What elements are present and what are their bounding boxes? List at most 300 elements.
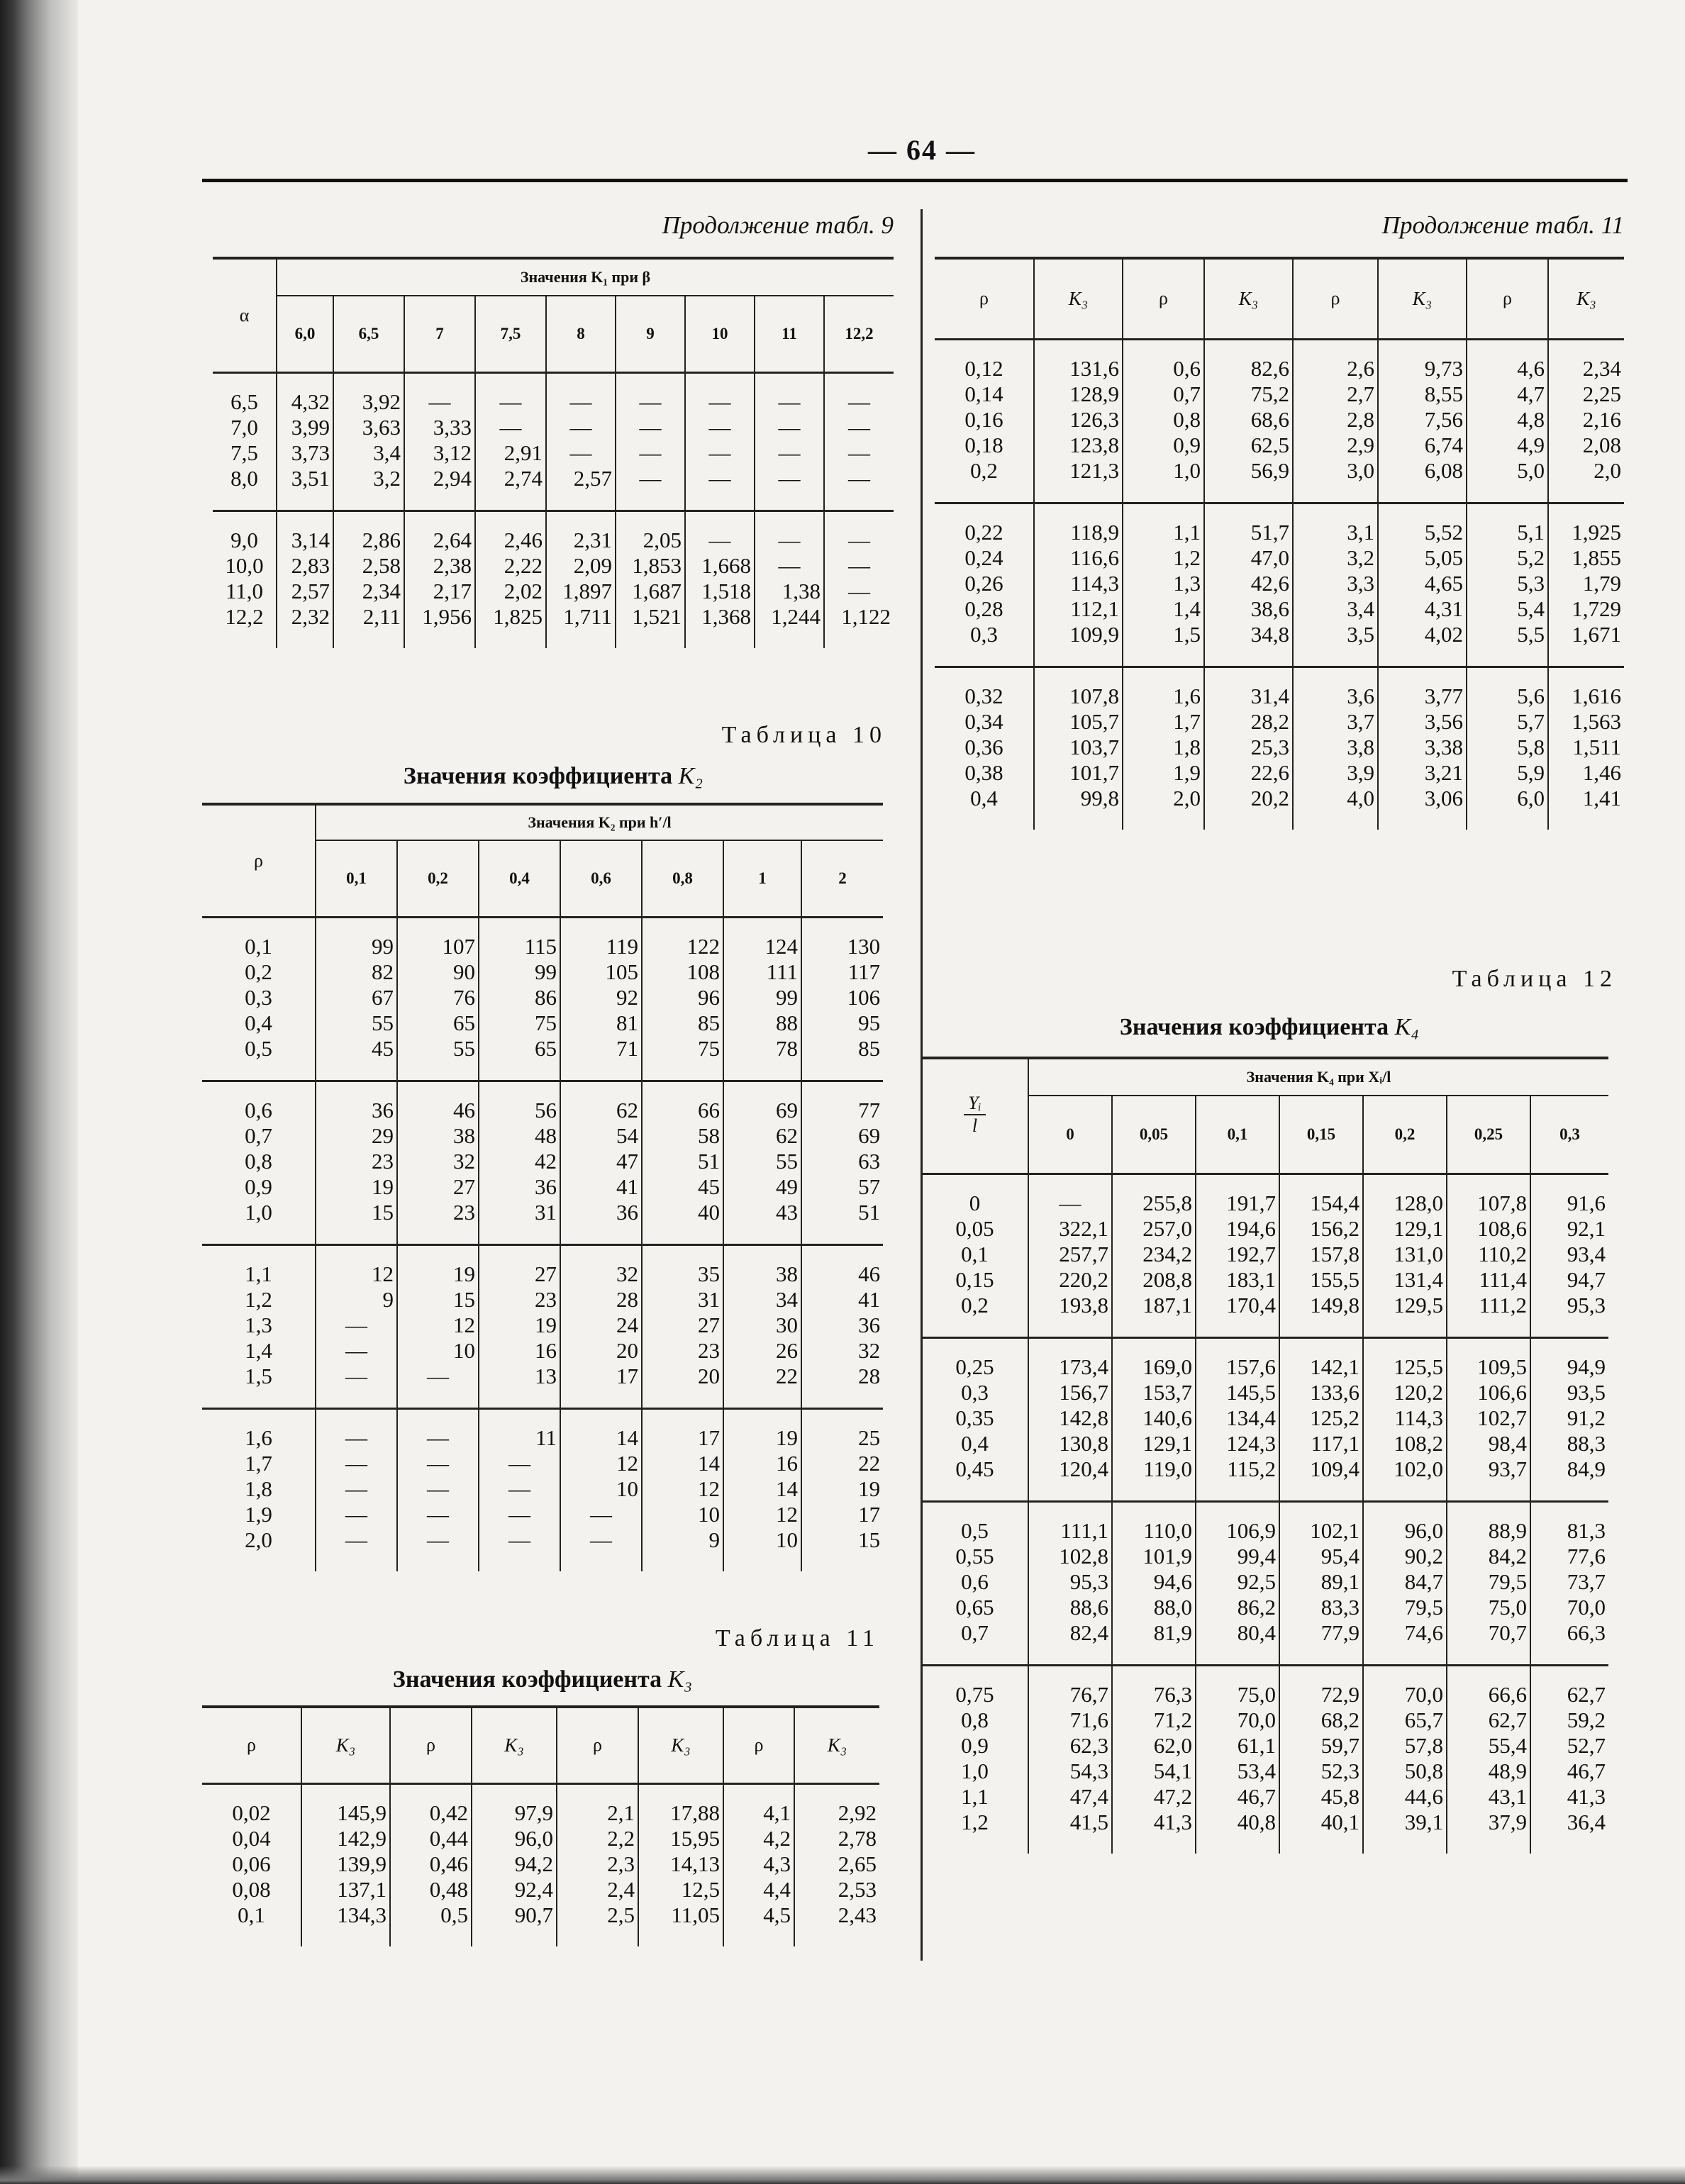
table12-cell [1447, 1174, 1530, 1337]
table11-value: 11,05 [671, 1902, 720, 1927]
table9 [213, 257, 894, 648]
table11-value: 0,5 [440, 1902, 468, 1927]
table12-cell [1530, 1174, 1608, 1337]
table12-cell [1530, 1337, 1608, 1501]
table10-value: 124 [764, 933, 798, 959]
table11-value: 0,4 [970, 785, 998, 810]
table-row [202, 917, 883, 1081]
table10-title [213, 763, 894, 790]
table9-value: 3,99 [291, 414, 330, 440]
table12-cell [1363, 1501, 1447, 1665]
table12-value: 220,2 [1059, 1266, 1108, 1292]
table12-value: 106,6 [1477, 1379, 1527, 1405]
table12-value: 157,8 [1310, 1241, 1359, 1266]
table11-value: 0,28 [964, 596, 1003, 621]
table12-value: 0,3 [961, 1379, 989, 1405]
table12-value: 102,1 [1310, 1517, 1359, 1543]
table10-cell [723, 1244, 801, 1408]
table11-value: 0,36 [964, 734, 1003, 759]
table10-value: 56 [535, 1097, 557, 1122]
table12-value: 102,8 [1059, 1543, 1108, 1569]
table-row [922, 1337, 1608, 1501]
table11-value: 134,3 [337, 1902, 387, 1927]
table10-value: 65 [535, 1035, 557, 1061]
table12-value: 0,8 [961, 1707, 989, 1732]
table9-value: 2,91 [504, 440, 543, 465]
table10-cell [479, 917, 560, 1081]
table10-value: 85 [858, 1035, 881, 1061]
table10-cell [642, 1081, 723, 1244]
table10-value: 19 [776, 1425, 798, 1450]
table11-value: 1,1 [1173, 519, 1201, 545]
table12-row-group [922, 1501, 1608, 1665]
table10-value: 63 [858, 1148, 881, 1174]
table11-value: 1,0 [1173, 457, 1201, 483]
table12-value: 111,2 [1479, 1292, 1527, 1317]
table11-value: 123,8 [1069, 432, 1119, 457]
table12-value: 129,1 [1142, 1430, 1192, 1456]
table11-cell [557, 1783, 638, 1946]
table12-value: 47,2 [1153, 1783, 1192, 1809]
table10-cell [397, 917, 479, 1081]
table12-value: 93,4 [1567, 1241, 1606, 1266]
table12-value: 149,8 [1310, 1292, 1359, 1317]
table12-cell [1112, 1501, 1196, 1665]
table12-value: 54,3 [1069, 1758, 1108, 1783]
table10-value: 38 [453, 1122, 475, 1148]
table10-value: 81 [616, 1010, 638, 1035]
table11-value: 145,9 [337, 1800, 387, 1825]
table10-value: 111 [766, 959, 798, 984]
table12-value: 0,15 [955, 1266, 994, 1292]
table9-cell [616, 511, 685, 648]
table12-value: 70,0 [1567, 1594, 1606, 1620]
table10-row-group [202, 1081, 883, 1244]
table9-value: — [848, 527, 870, 552]
table11-value: 109,9 [1069, 621, 1119, 647]
table9-value: 8,0 [230, 465, 258, 491]
table9-value: — [639, 414, 662, 440]
table11-value: 2,92 [838, 1800, 877, 1825]
table11-value: 0,2 [970, 457, 998, 483]
table12 [922, 1057, 1608, 1854]
table11-cell [1204, 339, 1293, 503]
table9-value: 2,94 [433, 465, 472, 491]
table10-value: 75 [535, 1010, 557, 1035]
header-rule [202, 179, 1628, 182]
table12-column-header: 0,2 [1363, 1096, 1447, 1174]
table10-value: 17 [858, 1501, 881, 1527]
table10-value: — [590, 1501, 612, 1527]
table9-value: 2,74 [504, 465, 543, 491]
table12-value: 183,1 [1226, 1266, 1276, 1292]
table-row [202, 1244, 883, 1408]
table12-value: 0,5 [961, 1517, 989, 1543]
table9-value: — [499, 414, 522, 440]
table11-column-header: ρ [557, 1707, 638, 1783]
table9-value: — [848, 414, 870, 440]
table10-cell [560, 917, 642, 1081]
table9-value: 2,58 [362, 552, 401, 578]
table10-value: 24 [616, 1312, 638, 1337]
table11-value: 3,1 [1347, 519, 1374, 545]
table9-value: 2,38 [433, 552, 472, 578]
table12-value: 70,7 [1488, 1620, 1527, 1645]
table12-row-group [922, 1174, 1608, 1337]
table12-value: 59,2 [1567, 1707, 1606, 1732]
table10-value: 45 [698, 1174, 720, 1199]
table11-value: 4,0 [1347, 785, 1374, 810]
table11-value: 3,6 [1347, 683, 1374, 708]
table10-value: 35 [698, 1261, 720, 1286]
table11-value: 0,16 [964, 406, 1003, 432]
table11-value: 1,41 [1582, 785, 1621, 810]
table11-value: 0,8 [1173, 406, 1201, 432]
table9-value: — [639, 440, 662, 465]
table11-value: 3,56 [1424, 708, 1463, 734]
table11-column-header: ρ [1293, 258, 1378, 339]
table12-value: 62,3 [1069, 1732, 1108, 1758]
table10-value: 78 [776, 1035, 798, 1061]
table11-value: 0,22 [964, 519, 1003, 545]
table10-cell [316, 1081, 397, 1244]
table12-value: 169,0 [1142, 1354, 1192, 1379]
table11-column-header: ρ [390, 1707, 472, 1783]
table12-value: 131,0 [1394, 1241, 1443, 1266]
table11-value: 82,6 [1250, 355, 1289, 381]
table10-value: 19 [372, 1174, 394, 1199]
table10-value: 36 [372, 1097, 394, 1122]
table10-value: — [508, 1476, 530, 1501]
table12-value: 95,4 [1320, 1543, 1359, 1569]
table10-value: — [345, 1476, 367, 1501]
table11-value: 0,14 [964, 381, 1003, 406]
table12-value: 99,4 [1237, 1543, 1276, 1569]
table9-value: 2,86 [362, 527, 401, 552]
table11-value: 116,6 [1070, 545, 1119, 570]
table12-value: 66,3 [1567, 1620, 1606, 1645]
table9-value: 1,668 [701, 552, 751, 578]
table12-value: 101,9 [1142, 1543, 1192, 1569]
table11-value: 31,4 [1250, 683, 1289, 708]
table10-value: 10 [776, 1527, 798, 1552]
table9-cell [404, 511, 475, 648]
table11-value: 0,3 [970, 621, 998, 647]
table11-value: 28,2 [1250, 708, 1289, 734]
table12-value: 120,2 [1394, 1379, 1443, 1405]
table10-value: 20 [698, 1363, 720, 1388]
table9-value: — [569, 389, 592, 414]
table9-value: — [848, 578, 870, 603]
table11-value: 4,3 [763, 1851, 791, 1876]
table10-value: 99 [372, 933, 394, 959]
table12-value: 95,3 [1069, 1569, 1108, 1594]
table10-column-header: 0,4 [479, 840, 560, 917]
table9-column-header: 10 [685, 296, 755, 372]
table-row [935, 503, 1624, 667]
table-row [202, 1081, 883, 1244]
table9-value: 4,32 [291, 389, 330, 414]
table10-value: 51 [858, 1199, 881, 1225]
table9-row-header: α [213, 258, 277, 372]
table10-value: 1,3 [245, 1312, 272, 1337]
table12-value: 62,0 [1153, 1732, 1192, 1758]
table11-cell [202, 1783, 301, 1946]
table12-column-header: 0 [1028, 1096, 1112, 1174]
table10-value: 19 [535, 1312, 557, 1337]
table11-value: 5,8 [1517, 734, 1545, 759]
table10-value: 10 [616, 1476, 638, 1501]
table9-value: 1,521 [632, 603, 682, 629]
table12-value: 79,5 [1488, 1569, 1527, 1594]
table-row [213, 511, 894, 648]
table11-value: 3,9 [1347, 759, 1374, 785]
table11-value: 56,9 [1250, 457, 1289, 483]
table12-value: 98,4 [1488, 1430, 1527, 1456]
table10-value: — [345, 1363, 367, 1388]
table12-value: 194,6 [1226, 1215, 1276, 1241]
table10-label: Таблица 10 [721, 722, 886, 748]
table11-value: 1,46 [1582, 759, 1621, 785]
table10-value: 96 [698, 984, 720, 1010]
table11-value: 139,9 [337, 1851, 387, 1876]
table10-value: 1,2 [245, 1286, 272, 1312]
table12-cell [1530, 1501, 1608, 1665]
table11-value: 103,7 [1069, 734, 1119, 759]
table12-value: 72,9 [1320, 1681, 1359, 1707]
table12-value: 0,2 [961, 1292, 989, 1317]
table10-cell [202, 1244, 316, 1408]
table12-value: 111,1 [1060, 1517, 1108, 1543]
table10-value: 14 [776, 1476, 798, 1501]
table11-title [202, 1666, 883, 1693]
table11-value: 2,25 [1582, 381, 1621, 406]
table11-value: 2,3 [607, 1851, 635, 1876]
table11-value: 7,56 [1424, 406, 1463, 432]
table11-value: 0,6 [1173, 355, 1201, 381]
table12-title-text: Значения коэффициента [1119, 1014, 1389, 1040]
table9-value: 3,51 [291, 465, 330, 491]
table11-value: 3,38 [1424, 734, 1463, 759]
table11-value: 14,13 [670, 1851, 720, 1876]
table11-value: 2,0 [1173, 785, 1201, 810]
table11-value: 3,7 [1347, 708, 1374, 734]
table12-value: 0,55 [955, 1543, 994, 1569]
table12-value: 73,7 [1567, 1569, 1606, 1594]
table10-value: 46 [858, 1261, 881, 1286]
table12-value: 75,0 [1488, 1594, 1527, 1620]
table12-value: 53,4 [1237, 1758, 1276, 1783]
table10-value: 57 [858, 1174, 881, 1199]
table9-value: 3,4 [373, 440, 401, 465]
table11-cell [723, 1783, 794, 1946]
table-row [922, 1174, 1608, 1337]
book-binding-shadow [0, 0, 78, 2184]
table10-value: — [345, 1337, 367, 1363]
table12-value: 124,3 [1226, 1430, 1276, 1456]
table9-cell [824, 372, 894, 511]
table12-cell [1279, 1665, 1363, 1854]
table12-value: 192,7 [1226, 1241, 1276, 1266]
table-row [935, 339, 1624, 503]
table12-value: 68,2 [1320, 1707, 1359, 1732]
table12-value: 255,8 [1142, 1190, 1192, 1215]
table9-cell [475, 372, 546, 511]
table10-value: — [508, 1527, 530, 1552]
table12-value: 82,4 [1069, 1620, 1108, 1645]
table10-value: 22 [858, 1450, 881, 1476]
table9-value: 2,31 [573, 527, 612, 552]
table12-value: 0,75 [955, 1681, 994, 1707]
table10-value: 12 [453, 1312, 475, 1337]
table11-value: 75,2 [1250, 381, 1289, 406]
table11-title-symbol: K₃ [667, 1666, 693, 1693]
table11-value: 137,1 [337, 1876, 387, 1902]
table12-value: 71,2 [1153, 1707, 1192, 1732]
table10-value: 1,9 [245, 1501, 272, 1527]
table10-value: 62 [776, 1122, 798, 1148]
table12-value: 91,6 [1567, 1190, 1606, 1215]
table9-column-header: 7,5 [475, 296, 546, 372]
table12-title [929, 1014, 1610, 1041]
table11-row-group [202, 1783, 879, 1946]
table9-column-header: 8 [546, 296, 616, 372]
table12-value: 84,2 [1488, 1543, 1527, 1569]
table10-value: 0,6 [245, 1097, 272, 1122]
table12-value: 52,3 [1320, 1758, 1359, 1783]
table12-cell [1363, 1337, 1447, 1501]
table12-value: 76,7 [1069, 1681, 1108, 1707]
table11-value: 99,8 [1080, 785, 1119, 810]
table12-value: 94,6 [1153, 1569, 1192, 1594]
table12-value: 81,9 [1153, 1620, 1192, 1645]
table9-value: — [778, 414, 801, 440]
table12-value: 37,9 [1488, 1809, 1527, 1834]
table12-value: 94,9 [1567, 1354, 1606, 1379]
table11-value: 121,3 [1069, 457, 1119, 483]
table12-value: 153,7 [1142, 1379, 1192, 1405]
table9-cell [546, 372, 616, 511]
table11-value: 4,9 [1517, 432, 1545, 457]
table12-value: 133,6 [1310, 1379, 1359, 1405]
table12-title-symbol: K₄ [1394, 1014, 1420, 1040]
table11-value: 5,9 [1517, 759, 1545, 785]
table10-value: 88 [776, 1010, 798, 1035]
table9-value: 2,34 [362, 578, 401, 603]
table12-value: 84,9 [1567, 1456, 1606, 1481]
table-row [922, 1501, 1608, 1665]
table12-value: 208,8 [1142, 1266, 1192, 1292]
table9-value: 2,64 [433, 527, 472, 552]
table9-cell [333, 372, 404, 511]
table10-value: — [345, 1312, 367, 1337]
table10-value: 30 [776, 1312, 798, 1337]
table9-value: — [428, 389, 451, 414]
table9-value: 2,83 [291, 552, 330, 578]
table10-column-header: 0,6 [560, 840, 642, 917]
table10-value: 67 [372, 984, 394, 1010]
table12-value: 52,7 [1567, 1732, 1606, 1758]
table11-value: 3,77 [1424, 683, 1463, 708]
table10-value: 41 [616, 1174, 638, 1199]
table11-value: 1,925 [1572, 519, 1621, 545]
table11-value: 2,43 [838, 1902, 877, 1927]
page-number: — 64 — [868, 134, 976, 166]
table9-value: — [778, 552, 801, 578]
table9-value: 3,12 [433, 440, 472, 465]
table10-value: 1,0 [245, 1199, 272, 1225]
scan-bottom-shadow [0, 2166, 1685, 2184]
table12-value: 88,6 [1069, 1594, 1108, 1620]
table9-value: — [848, 440, 870, 465]
table9-value: — [708, 414, 731, 440]
table12-row-group [922, 1337, 1608, 1501]
table12-value: 89,1 [1320, 1569, 1359, 1594]
table10-value: 23 [453, 1199, 475, 1225]
table10-value: 27 [453, 1174, 475, 1199]
table11-cell [1204, 503, 1293, 667]
table11-value: 0,38 [964, 759, 1003, 785]
table11-value: 4,02 [1424, 621, 1463, 647]
table9-row-group [213, 372, 894, 511]
table11-value: 34,8 [1250, 621, 1289, 647]
table10-value: 54 [616, 1122, 638, 1148]
table9-value: — [848, 465, 870, 491]
table11-cell [935, 667, 1034, 830]
table9-value: 2,09 [573, 552, 612, 578]
table11-value: 5,05 [1424, 545, 1463, 570]
table12-value: 80,4 [1237, 1620, 1276, 1645]
table10-value: 29 [372, 1122, 394, 1148]
table12-value: 90,2 [1404, 1543, 1443, 1569]
table12-cell [1028, 1665, 1112, 1854]
table11-value: 12,5 [681, 1876, 720, 1902]
table9-value: 1,711 [563, 603, 612, 629]
table12-value: 61,1 [1237, 1732, 1276, 1758]
table12-row-group [922, 1665, 1608, 1854]
table11-cell [794, 1783, 879, 1946]
table11-column-header: ρ [935, 258, 1034, 339]
table11-value: 62,5 [1250, 432, 1289, 457]
table11-value: 2,16 [1582, 406, 1621, 432]
table12-value: 74,6 [1404, 1620, 1443, 1645]
table9-column-header: 11 [755, 296, 824, 372]
table11-value: 2,0 [1594, 457, 1621, 483]
table9-value: — [708, 440, 731, 465]
table10-value: 23 [535, 1286, 557, 1312]
table10-cell [397, 1244, 479, 1408]
table9-value: 2,02 [504, 578, 543, 603]
table12-value: 79,5 [1404, 1594, 1443, 1620]
table11-value: 4,6 [1517, 355, 1545, 381]
table11-column-header: ρ [202, 1707, 301, 1783]
table10-value: 92 [616, 984, 638, 1010]
table10-value: 0,8 [245, 1148, 272, 1174]
table10-value: 1,4 [245, 1337, 272, 1363]
table12-cell [1530, 1665, 1608, 1854]
table11-value: 2,1 [607, 1800, 635, 1825]
table12-group-header: Значения K₄ при Xᵢ/l [1028, 1058, 1608, 1096]
table12-value: 77,9 [1320, 1620, 1359, 1645]
table10-value: — [590, 1527, 612, 1552]
table11-cell [1293, 339, 1378, 503]
table10-row-group [202, 917, 883, 1081]
table12-cell [1112, 1665, 1196, 1854]
table10-cell [479, 1408, 560, 1571]
table9-value: 1,825 [493, 603, 543, 629]
table12-value: 0,05 [955, 1215, 994, 1241]
table11-value: 17,88 [670, 1800, 720, 1825]
